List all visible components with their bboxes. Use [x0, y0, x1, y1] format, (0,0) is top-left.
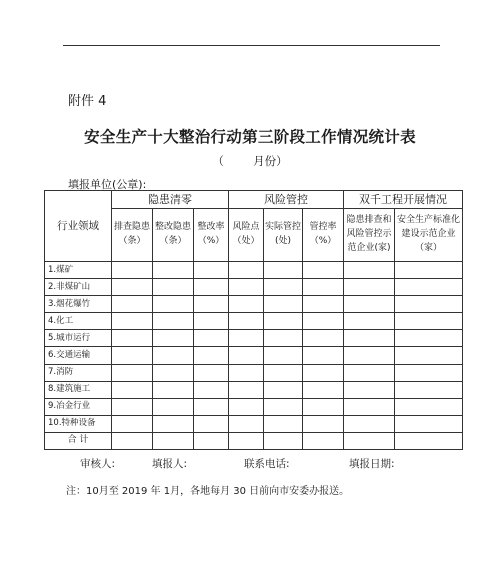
table-row [45, 415, 463, 432]
page-title: 安全生产十大整治行动第三阶段工作情况统计表 [84, 127, 416, 146]
empty-cell [153, 313, 194, 330]
empty-cell [344, 296, 395, 313]
empty-cell [264, 262, 303, 279]
contact-phone-label: 联系电话: [244, 458, 290, 470]
empty-cell [264, 432, 303, 449]
empty-cell [303, 296, 344, 313]
annex-label: 附件 4 [68, 94, 107, 109]
group-header-hazard-clearing: 隐患清零 [112, 191, 229, 209]
empty-cell [303, 313, 344, 330]
empty-cell [194, 398, 229, 415]
empty-cell [153, 398, 194, 415]
empty-cell [344, 381, 395, 398]
empty-cell [264, 296, 303, 313]
col-header-hazards-fixed: 整改隐患（条） [153, 209, 194, 262]
empty-cell [229, 432, 264, 449]
empty-cell [229, 364, 264, 381]
empty-cell [153, 262, 194, 279]
empty-cell [344, 398, 395, 415]
empty-cell [229, 279, 264, 296]
table-row [45, 313, 463, 330]
empty-cell [264, 381, 303, 398]
table-body [45, 262, 463, 450]
col-header-hazards-found: 排查隐患（条） [112, 209, 153, 262]
empty-cell [344, 313, 395, 330]
empty-cell [194, 364, 229, 381]
empty-cell [344, 262, 395, 279]
group-header-dual-thousand-project: 双千工程开展情况 [344, 191, 463, 209]
empty-cell [153, 432, 194, 449]
footnote: 注：10月至 2019 年 1月，各地每月 30 日前向市安委办报送。 [66, 486, 350, 497]
empty-cell [229, 296, 264, 313]
empty-cell [303, 279, 344, 296]
empty-cell [229, 415, 264, 432]
empty-cell [395, 279, 463, 296]
empty-cell [344, 364, 395, 381]
empty-cell [303, 381, 344, 398]
col-header-control-rate: 管控率（%） [303, 209, 344, 262]
table-row [45, 262, 463, 279]
empty-cell [229, 313, 264, 330]
empty-cell [395, 364, 463, 381]
empty-cell [344, 330, 395, 347]
empty-cell [395, 381, 463, 398]
empty-cell [395, 296, 463, 313]
empty-cell [229, 262, 264, 279]
row-label: 7.消防 [45, 364, 112, 381]
empty-cell [344, 415, 395, 432]
empty-cell [153, 364, 194, 381]
empty-cell [264, 279, 303, 296]
empty-cell [153, 347, 194, 364]
empty-cell [303, 330, 344, 347]
statistics-table [44, 190, 463, 450]
table-row [45, 296, 463, 313]
empty-cell [344, 279, 395, 296]
table-row [45, 398, 463, 415]
table-row [45, 381, 463, 398]
empty-cell [112, 296, 153, 313]
empty-cell [229, 330, 264, 347]
empty-cell [153, 330, 194, 347]
row-label: 3.烟花爆竹 [45, 296, 112, 313]
empty-cell [303, 262, 344, 279]
empty-cell [112, 313, 153, 330]
empty-cell [264, 313, 303, 330]
empty-cell [344, 432, 395, 449]
row-label: 5.城市运行 [45, 330, 112, 347]
reporting-unit-label: 填报单位(公章): [68, 178, 147, 191]
empty-cell [229, 381, 264, 398]
empty-cell [194, 296, 229, 313]
empty-cell [395, 313, 463, 330]
top-rule [63, 45, 440, 46]
reviewer-label: 审核人: [80, 458, 116, 470]
empty-cell [395, 398, 463, 415]
empty-cell [112, 364, 153, 381]
row-label: 6.交通运输 [45, 347, 112, 364]
empty-cell [194, 432, 229, 449]
row-label: 1.煤矿 [45, 262, 112, 279]
empty-cell [395, 262, 463, 279]
col-header-risk-demo-enterprises: 隐患排查和风险管控示范企业(家) [344, 209, 395, 262]
col-header-actual-control: 实际管控(处) [264, 209, 303, 262]
empty-cell [112, 381, 153, 398]
col-header-standard-demo-enterprises: 安全生产标准化建设示范企业（家） [395, 209, 463, 262]
empty-cell [395, 415, 463, 432]
empty-cell [303, 415, 344, 432]
col-header-risk-points: 风险点（处） [229, 209, 264, 262]
empty-cell [194, 415, 229, 432]
empty-cell [264, 364, 303, 381]
empty-cell [303, 432, 344, 449]
empty-cell [229, 347, 264, 364]
empty-cell [112, 262, 153, 279]
industry-header: 行业领域 [45, 191, 112, 262]
month-line: （ 月份） [212, 154, 288, 168]
row-label: 10.特种设备 [45, 415, 112, 432]
empty-cell [229, 398, 264, 415]
fill-date-label: 填报日期: [349, 458, 395, 470]
empty-cell [112, 347, 153, 364]
empty-cell [194, 313, 229, 330]
filler-label: 填报人: [152, 458, 188, 470]
empty-cell [194, 381, 229, 398]
empty-cell [112, 398, 153, 415]
empty-cell [395, 347, 463, 364]
total-label: 合 计 [45, 432, 112, 449]
empty-cell [194, 347, 229, 364]
empty-cell [395, 330, 463, 347]
table-row [45, 347, 463, 364]
empty-cell [112, 330, 153, 347]
row-label: 9.冶金行业 [45, 398, 112, 415]
empty-cell [194, 262, 229, 279]
total-row [45, 432, 463, 449]
empty-cell [303, 364, 344, 381]
empty-cell [303, 398, 344, 415]
empty-cell [264, 330, 303, 347]
row-label: 2.非煤矿山 [45, 279, 112, 296]
empty-cell [153, 279, 194, 296]
empty-cell [153, 415, 194, 432]
table-row [45, 330, 463, 347]
empty-cell [112, 415, 153, 432]
empty-cell [112, 279, 153, 296]
empty-cell [395, 432, 463, 449]
empty-cell [303, 347, 344, 364]
row-label: 8.建筑施工 [45, 381, 112, 398]
empty-cell [264, 347, 303, 364]
empty-cell [153, 381, 194, 398]
table-row [45, 279, 463, 296]
table-row [45, 364, 463, 381]
col-header-fix-rate: 整改率（%） [194, 209, 229, 262]
empty-cell [153, 296, 194, 313]
empty-cell [264, 415, 303, 432]
empty-cell [264, 398, 303, 415]
empty-cell [112, 432, 153, 449]
group-header-risk-control: 风险管控 [229, 191, 344, 209]
empty-cell [194, 279, 229, 296]
row-label: 4.化工 [45, 313, 112, 330]
empty-cell [344, 347, 395, 364]
empty-cell [194, 330, 229, 347]
